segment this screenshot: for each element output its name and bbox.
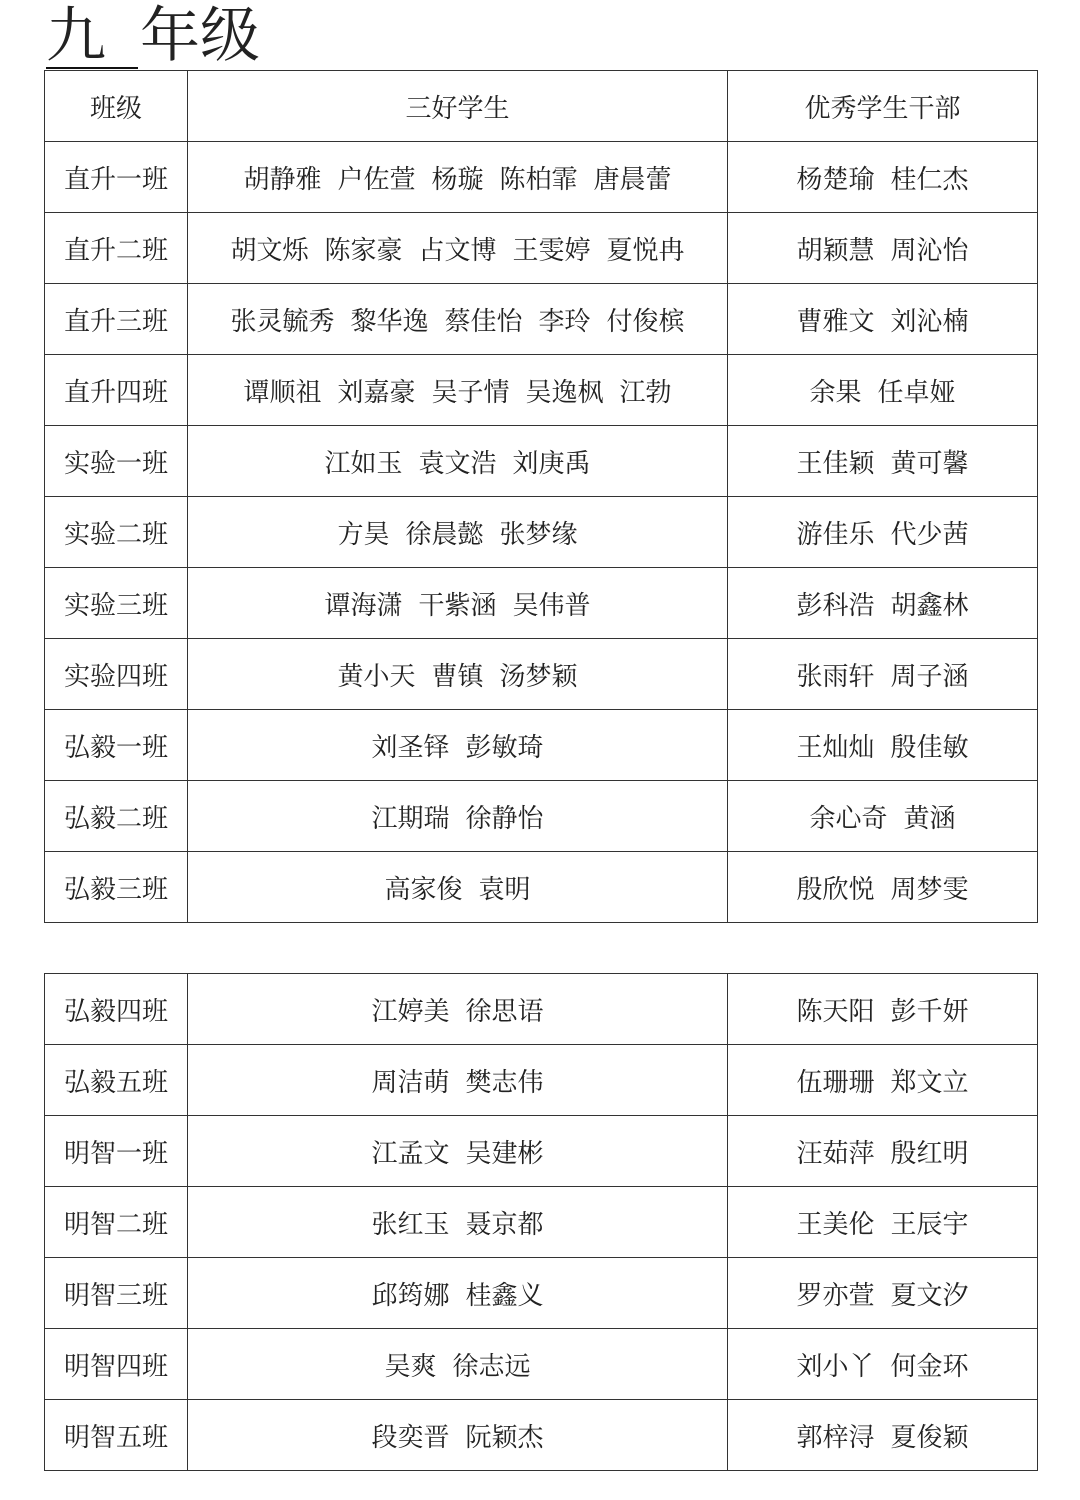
excellent-cadres-cell bbox=[728, 852, 1038, 923]
student-name: 江如玉 bbox=[324, 448, 403, 479]
student-name: 江期瑞 bbox=[371, 803, 450, 834]
student-name: 王雯婷 bbox=[512, 235, 591, 266]
student-name: 夏文汐 bbox=[890, 1280, 969, 1311]
page-title bbox=[46, 2, 260, 70]
class-name-cell: 直升四班 bbox=[45, 355, 188, 426]
three-good-students-cell bbox=[188, 568, 728, 639]
excellent-cadres-cell bbox=[728, 284, 1038, 355]
excellent-cadres-cell bbox=[728, 497, 1038, 568]
student-name: 周梦雯 bbox=[890, 874, 969, 905]
three-good-students-cell bbox=[188, 710, 728, 781]
student-name: 罗亦萱 bbox=[796, 1280, 875, 1311]
student-name: 江孟文 bbox=[371, 1138, 450, 1169]
student-name: 郭梓浔 bbox=[796, 1422, 875, 1453]
student-name: 刘嘉豪 bbox=[337, 377, 416, 408]
student-name: 彭敏琦 bbox=[465, 732, 544, 763]
student-name: 郑文立 bbox=[890, 1067, 969, 1098]
three-good-students-cell bbox=[188, 497, 728, 568]
table-row bbox=[45, 1329, 1038, 1400]
student-name: 占文博 bbox=[418, 235, 497, 266]
excellent-cadres-cell bbox=[728, 974, 1038, 1045]
table-row bbox=[45, 426, 1038, 497]
table-row bbox=[45, 710, 1038, 781]
student-name: 陈家豪 bbox=[324, 235, 403, 266]
student-name: 张梦缘 bbox=[499, 519, 578, 550]
student-name: 聂京都 bbox=[465, 1209, 544, 1240]
table-row bbox=[45, 497, 1038, 568]
student-name: 桂仁杰 bbox=[890, 164, 969, 195]
table-row bbox=[45, 284, 1038, 355]
student-name: 夏悦冉 bbox=[606, 235, 685, 266]
student-name: 袁文浩 bbox=[418, 448, 497, 479]
three-good-students-cell bbox=[188, 852, 728, 923]
student-name: 游佳乐 bbox=[796, 519, 875, 550]
student-name: 代少茜 bbox=[890, 519, 969, 550]
student-name: 黎华逸 bbox=[350, 306, 429, 337]
student-name: 刘圣铎 bbox=[371, 732, 450, 763]
student-name: 张灵毓秀 bbox=[230, 306, 335, 337]
three-good-students-cell bbox=[188, 284, 728, 355]
student-name: 汤梦颖 bbox=[499, 661, 578, 692]
header-class: 班级 bbox=[45, 71, 188, 142]
student-name: 吴爽 bbox=[384, 1351, 437, 1382]
header-cadre: 优秀学生干部 bbox=[728, 71, 1038, 142]
student-name: 黄涵 bbox=[903, 803, 956, 834]
student-name: 伍珊珊 bbox=[796, 1067, 875, 1098]
three-good-students-cell bbox=[188, 355, 728, 426]
award-table-bottom bbox=[44, 973, 1038, 1471]
class-name-cell: 直升一班 bbox=[45, 142, 188, 213]
student-name: 王辰宇 bbox=[890, 1209, 969, 1240]
student-name: 曹雅文 bbox=[796, 306, 875, 337]
title-suffix: 年级 bbox=[140, 1, 260, 71]
class-name-cell: 实验二班 bbox=[45, 497, 188, 568]
student-name: 徐志远 bbox=[452, 1351, 531, 1382]
student-name: 邱筠娜 bbox=[371, 1280, 450, 1311]
class-name-cell: 明智二班 bbox=[45, 1187, 188, 1258]
table-row bbox=[45, 1258, 1038, 1329]
excellent-cadres-cell bbox=[728, 639, 1038, 710]
student-name: 段奕晋 bbox=[371, 1422, 450, 1453]
student-name: 徐晨懿 bbox=[405, 519, 484, 550]
student-name: 任卓娅 bbox=[877, 377, 956, 408]
student-name: 方昊 bbox=[337, 519, 390, 550]
table-row bbox=[45, 974, 1038, 1045]
three-good-students-cell bbox=[188, 974, 728, 1045]
class-name-cell: 明智一班 bbox=[45, 1116, 188, 1187]
class-name-cell: 明智三班 bbox=[45, 1258, 188, 1329]
student-name: 干紫涵 bbox=[418, 590, 497, 621]
student-name: 吴建彬 bbox=[465, 1138, 544, 1169]
excellent-cadres-cell bbox=[728, 1116, 1038, 1187]
table-row bbox=[45, 639, 1038, 710]
student-name: 周洁萌 bbox=[371, 1067, 450, 1098]
excellent-cadres-cell bbox=[728, 213, 1038, 284]
student-name: 黄可馨 bbox=[890, 448, 969, 479]
student-name: 高家俊 bbox=[384, 874, 463, 905]
three-good-students-cell bbox=[188, 1045, 728, 1116]
table-header-row bbox=[45, 71, 1038, 142]
student-name: 蔡佳怡 bbox=[444, 306, 523, 337]
excellent-cadres-cell bbox=[728, 426, 1038, 497]
three-good-students-cell bbox=[188, 426, 728, 497]
student-name: 谭顺祖 bbox=[243, 377, 322, 408]
student-name: 殷欣悦 bbox=[796, 874, 875, 905]
student-name: 胡静雅 bbox=[243, 164, 322, 195]
table-row bbox=[45, 568, 1038, 639]
excellent-cadres-cell bbox=[728, 355, 1038, 426]
three-good-students-cell bbox=[188, 213, 728, 284]
table-body-bottom bbox=[45, 974, 1038, 1471]
student-name: 阮颖杰 bbox=[465, 1422, 544, 1453]
table-row bbox=[45, 355, 1038, 426]
table-body-top bbox=[45, 142, 1038, 923]
class-name-cell: 弘毅一班 bbox=[45, 710, 188, 781]
student-name: 曹镇 bbox=[431, 661, 484, 692]
student-name: 张红玉 bbox=[371, 1209, 450, 1240]
student-name: 袁明 bbox=[478, 874, 531, 905]
student-name: 周子涵 bbox=[890, 661, 969, 692]
student-name: 余心奇 bbox=[809, 803, 888, 834]
class-name-cell: 明智四班 bbox=[45, 1329, 188, 1400]
student-name: 陈天阳 bbox=[796, 996, 875, 1027]
student-name: 王灿灿 bbox=[796, 732, 875, 763]
student-name: 夏俊颖 bbox=[890, 1422, 969, 1453]
student-name: 吴伟普 bbox=[512, 590, 591, 621]
class-name-cell: 直升二班 bbox=[45, 213, 188, 284]
three-good-students-cell bbox=[188, 781, 728, 852]
excellent-cadres-cell bbox=[728, 142, 1038, 213]
class-name-cell: 弘毅五班 bbox=[45, 1045, 188, 1116]
three-good-students-cell bbox=[188, 1187, 728, 1258]
three-good-students-cell bbox=[188, 1400, 728, 1471]
student-name: 胡鑫林 bbox=[890, 590, 969, 621]
excellent-cadres-cell bbox=[728, 1187, 1038, 1258]
class-name-cell: 明智五班 bbox=[45, 1400, 188, 1471]
student-name: 付俊槟 bbox=[606, 306, 685, 337]
student-name: 刘庚禹 bbox=[512, 448, 591, 479]
excellent-cadres-cell bbox=[728, 568, 1038, 639]
table-row bbox=[45, 1400, 1038, 1471]
table-row bbox=[45, 852, 1038, 923]
student-name: 户佐萱 bbox=[337, 164, 416, 195]
student-name: 胡文烁 bbox=[230, 235, 309, 266]
table-row bbox=[45, 1045, 1038, 1116]
table-row bbox=[45, 781, 1038, 852]
student-name: 樊志伟 bbox=[465, 1067, 544, 1098]
title-grade: 九 bbox=[46, 5, 138, 69]
header-three-good: 三好学生 bbox=[188, 71, 728, 142]
student-name: 王美伦 bbox=[796, 1209, 875, 1240]
student-name: 彭千妍 bbox=[890, 996, 969, 1027]
student-name: 江勃 bbox=[619, 377, 672, 408]
student-name: 吴子情 bbox=[431, 377, 510, 408]
student-name: 张雨轩 bbox=[796, 661, 875, 692]
student-name: 吴逸枫 bbox=[525, 377, 604, 408]
table-row bbox=[45, 142, 1038, 213]
student-name: 江婷美 bbox=[371, 996, 450, 1027]
student-name: 胡颖慧 bbox=[796, 235, 875, 266]
student-name: 唐晨蕾 bbox=[593, 164, 672, 195]
student-name: 徐思语 bbox=[465, 996, 544, 1027]
student-name: 何金环 bbox=[890, 1351, 969, 1382]
student-name: 彭科浩 bbox=[796, 590, 875, 621]
student-name: 殷佳敏 bbox=[890, 732, 969, 763]
student-name: 桂鑫义 bbox=[465, 1280, 544, 1311]
student-name: 徐静怡 bbox=[465, 803, 544, 834]
class-name-cell: 弘毅三班 bbox=[45, 852, 188, 923]
table-row bbox=[45, 213, 1038, 284]
student-name: 刘沁楠 bbox=[890, 306, 969, 337]
three-good-students-cell bbox=[188, 1116, 728, 1187]
three-good-students-cell bbox=[188, 639, 728, 710]
three-good-students-cell bbox=[188, 1329, 728, 1400]
excellent-cadres-cell bbox=[728, 1329, 1038, 1400]
three-good-students-cell bbox=[188, 142, 728, 213]
student-name: 周沁怡 bbox=[890, 235, 969, 266]
student-name: 王佳颖 bbox=[796, 448, 875, 479]
student-name: 谭海潇 bbox=[324, 590, 403, 621]
student-name: 杨楚瑜 bbox=[796, 164, 875, 195]
class-name-cell: 直升三班 bbox=[45, 284, 188, 355]
student-name: 汪茹萍 bbox=[796, 1138, 875, 1169]
excellent-cadres-cell bbox=[728, 1258, 1038, 1329]
student-name: 陈柏霏 bbox=[499, 164, 578, 195]
student-name: 刘小丫 bbox=[796, 1351, 875, 1382]
student-name: 余果 bbox=[809, 377, 862, 408]
class-name-cell: 弘毅四班 bbox=[45, 974, 188, 1045]
student-name: 杨璇 bbox=[431, 164, 484, 195]
student-name: 殷红明 bbox=[890, 1138, 969, 1169]
class-name-cell: 弘毅二班 bbox=[45, 781, 188, 852]
class-name-cell: 实验三班 bbox=[45, 568, 188, 639]
excellent-cadres-cell bbox=[728, 710, 1038, 781]
three-good-students-cell bbox=[188, 1258, 728, 1329]
class-name-cell: 实验四班 bbox=[45, 639, 188, 710]
award-table-top bbox=[44, 70, 1038, 923]
student-name: 黄小天 bbox=[337, 661, 416, 692]
class-name-cell: 实验一班 bbox=[45, 426, 188, 497]
excellent-cadres-cell bbox=[728, 781, 1038, 852]
excellent-cadres-cell bbox=[728, 1045, 1038, 1116]
student-name: 李玲 bbox=[538, 306, 591, 337]
table-row bbox=[45, 1116, 1038, 1187]
table-row bbox=[45, 1187, 1038, 1258]
excellent-cadres-cell bbox=[728, 1400, 1038, 1471]
